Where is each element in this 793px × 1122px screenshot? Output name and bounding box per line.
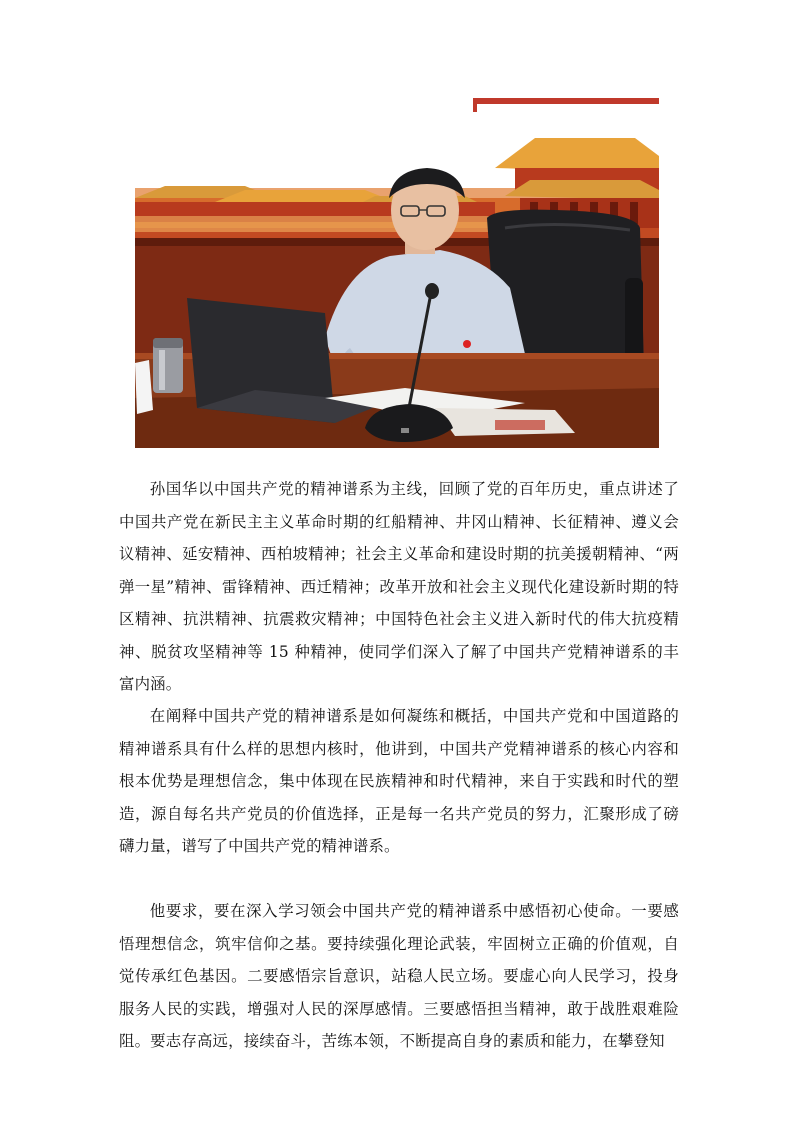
- paragraph-text: 他要求，要在深入学习领会中国共产党的精神谱系中感悟初心使命。一要感悟理想信念，筑牢信仰之基。要持续强化理论武装，牢固树立正确的价值观，自觉传承红色基因。二要感悟宗旨意识，站稳人民立场。要虚心向人民学习，投身服务人民的实践，增强对人民的深厚感情。三要感悟担当精神，敢于战胜艰难险阻。要志存高远，接续奋斗，苦练本领，不断提高自身的素质和能力，在攀登知: [119, 902, 679, 1050]
- article-paragraph-3: [119, 895, 679, 1058]
- thermos-cup: [153, 338, 183, 393]
- paragraph-text: 孙国华以中国共产党的精神谱系为主线，回顾了党的百年历史，重点讲述了中国共产党在新民主主义革命时期的红船精神、井冈山精神、长征精神、遵义会议精神、延安精神、西柏坡精神；社会主义革命和建设时期的抗美援朝精神、“两弹一星”精神、雷锋精神、西迁精神；改革开放和社会主义现代化建设新时期的特区精神、抗洪精神、抗震救灾精神；中国特色社会主义进入新时代的伟大抗疫精神、脱贫攻坚精神等 15 种精神，使同学们深入了解了中国共产党精神谱系的丰富内涵。: [119, 480, 679, 693]
- banner-stripe: [475, 98, 659, 104]
- paragraph-text: 在阐释中国共产党的精神谱系是如何凝练和概括，中国共产党和中国道路的精神谱系具有什么样的思想内核时，他讲到，中国共产党精神谱系的核心内容和根本优势是理想信念，集中体现在民族精神和时代精神，来自于实践和时代的塑造，源自每名共产党员的价值选择，正是每一名共产党员的努力，汇聚形成了磅礴力量，谱写了中国共产党的精神谱系。: [119, 707, 679, 855]
- article-paragraph-2: [119, 700, 679, 863]
- article-paragraph-1: [119, 473, 679, 701]
- article-photo: [135, 98, 659, 448]
